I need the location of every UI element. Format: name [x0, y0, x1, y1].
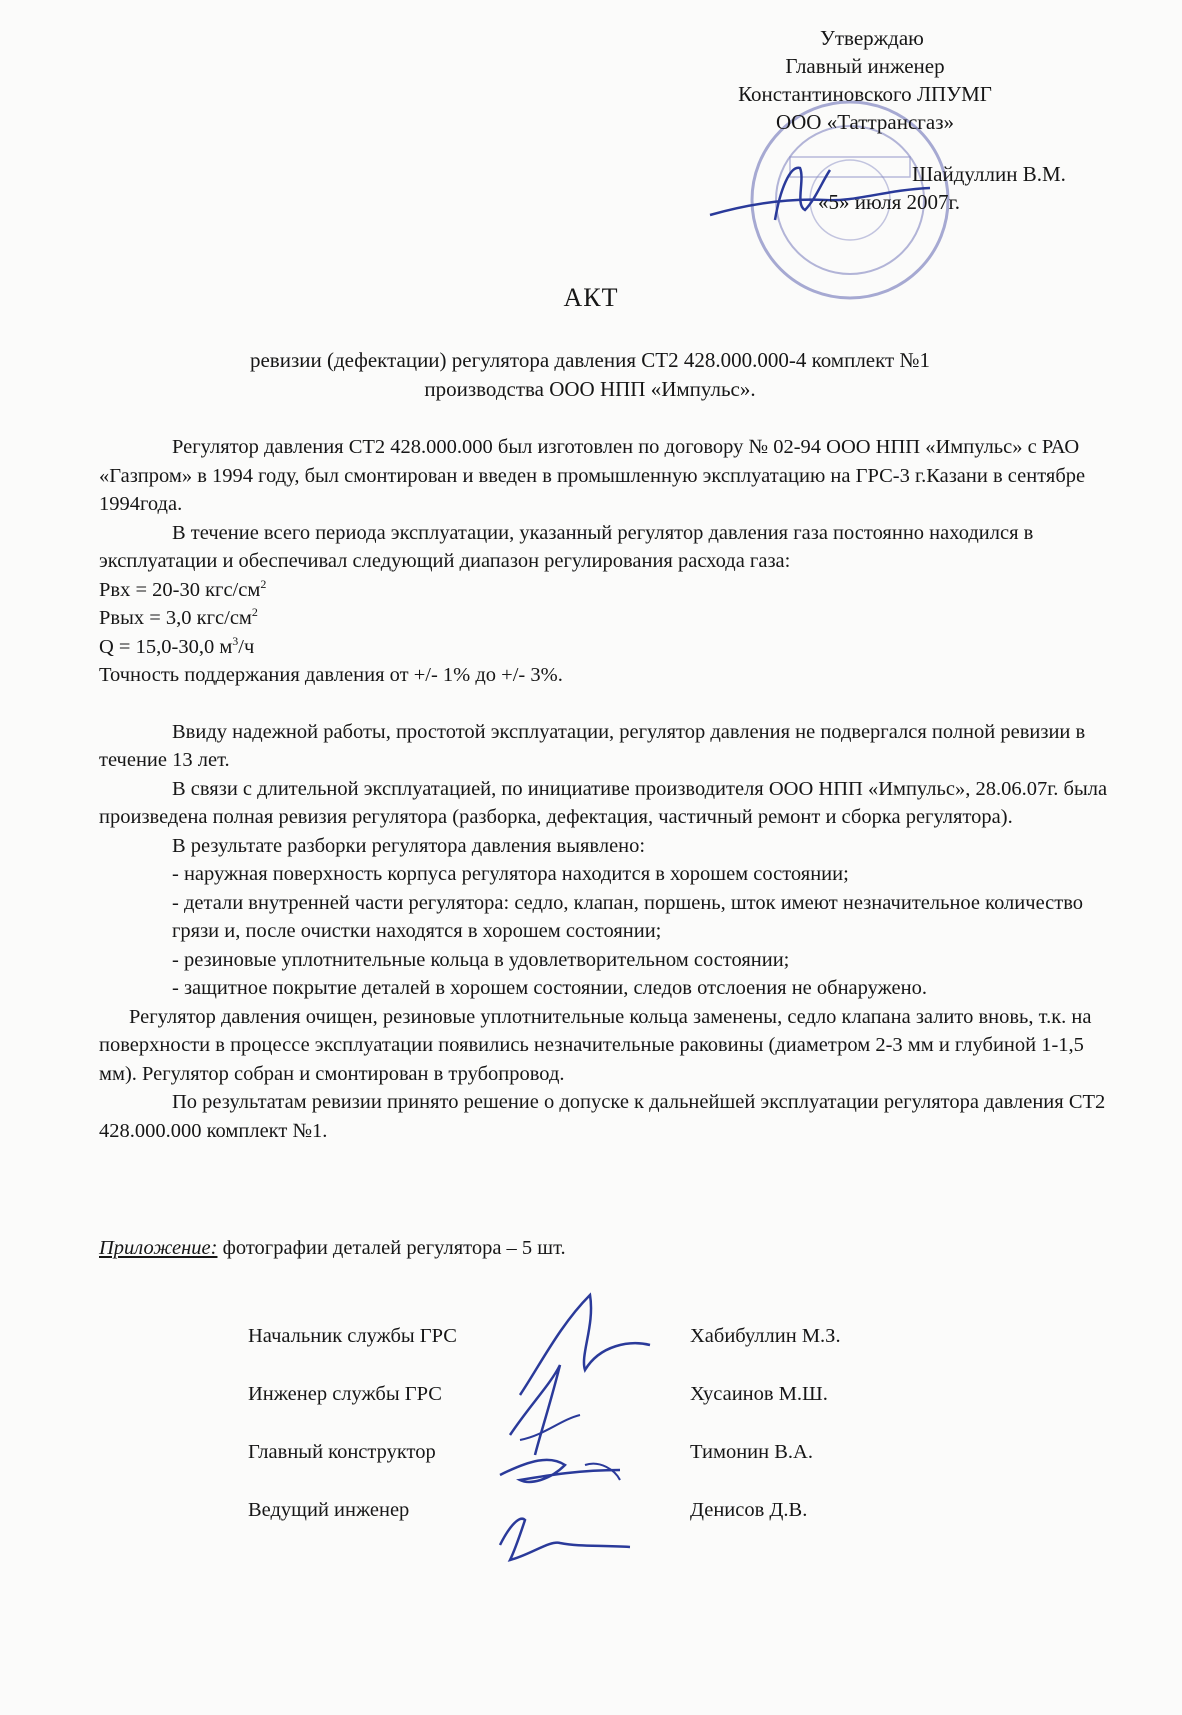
paragraph-4: В связи с длительной эксплуатацией, по инициативе производителя ООО НПП «Импульс», 28.06.07г. была произведена полная ревизия регулятора (разборка, дефектация, частичный ремонт и сборка регулятора). — [99, 777, 1108, 828]
paragraph-2: В течение всего периода эксплуатации, указанный регулятор давления газа постоянно находился в эксплуатации и обеспечивал следующий диапазон регулирования расхода газа: — [99, 521, 1034, 572]
flow-rate: Q = 15,0-30,0 $м^3/ч$ — [99, 633, 255, 658]
approval-line-3: Константиновского ЛПУМГ — [738, 82, 992, 106]
signer-name: Хусаинов М.Ш. — [690, 1383, 828, 1405]
finding-item: - защитное покрытие деталей в хорошем состоянии, следов отслоения не обнаружено. — [172, 977, 927, 999]
finding-item: - детали внутренней части регулятора: седло, клапан, поршень, шток имеют незначительное количество грязи и, после очистки находятся в хорошем состоянии; — [172, 891, 1084, 942]
signature-row — [248, 1441, 948, 1499]
document-title: АКТ — [563, 283, 619, 312]
document-body — [99, 433, 1109, 1145]
subtitle-line-1: ревизии (дефектации) регулятора давления СТ2 428.000.000-4 комплект №1 — [249, 348, 931, 372]
signer-name: Денисов Д.В. — [690, 1499, 808, 1521]
document-subtitle — [150, 346, 1030, 404]
finding-item: - резиновые уплотнительные кольца в удовлетворительном состоянии; — [172, 948, 790, 971]
signer-position: Начальник службы ГРС — [248, 1325, 457, 1347]
signer-position: Инженер службы ГРС — [248, 1383, 442, 1405]
signature-row — [248, 1499, 948, 1557]
approval-date: «5» июля 2007г. — [818, 190, 961, 214]
appendix-text: фотографии деталей регулятора – 5 шт. — [217, 1237, 566, 1259]
appendix — [99, 1237, 566, 1260]
approval-line-1: Утверждаю — [820, 26, 924, 50]
paragraph-5: В результате разборки регулятора давления выявлено: — [172, 834, 646, 857]
signature-row — [248, 1325, 948, 1383]
signature-row — [248, 1383, 948, 1441]
pressure-accuracy: Точность поддержания давления от +/- 1% до +/- 3%. — [99, 664, 563, 686]
inlet-pressure: Рвх = 20-30 кгс/$см^2$ — [99, 576, 267, 601]
outlet-pressure: Рвых = 3,0 кгс/$см^2$ — [99, 605, 258, 629]
paragraph-6: Регулятор давления очищен, резиновые уплотнительные кольца заменены, седло клапана залито вновь, т.к. на поверхности в процессе эксплуатации появились незначительные раковины (диаметром 2-3 мм и глубиной 1-1,5 мм). Регулятор собран и смонтирован в трубопровод. — [99, 1005, 1092, 1085]
approval-line-4: ООО «Таттрансгаз» — [775, 110, 955, 134]
signer-name: Тимонин В.А. — [690, 1441, 813, 1463]
appendix-label: Приложение: — [99, 1237, 218, 1259]
paragraph-1: Регулятор давления СТ2 428.000.000 был изготовлен по договору № 02-94 ООО НПП «Импульс» с РАО «Газпром» в 1994 году, был смонтирован и введен в промышленную эксплуатацию на ГРС-3 г.Казани в сентябре 1994года. — [99, 436, 1086, 515]
finding-item: - наружная поверхность корпуса регулятора находится в хорошем состоянии; — [172, 863, 849, 885]
signer-name: Хабибуллин М.З. — [690, 1325, 841, 1347]
approval-signer: Шайдуллин В.М. — [912, 162, 1066, 186]
approval-line-2: Главный инженер — [785, 54, 945, 78]
signer-position: Главный конструктор — [248, 1441, 436, 1463]
paragraph-3: Ввиду надежной работы, простотой эксплуатации, регулятор давления не подвергался полной ревизии в течение 13 лет. — [99, 720, 1086, 771]
signatures-block — [248, 1325, 948, 1557]
subtitle-line-2: производства ООО НПП «Импульс». — [424, 377, 756, 401]
approval-block — [700, 24, 1120, 216]
signer-position: Ведущий инженер — [248, 1499, 410, 1521]
paragraph-7: По результатам ревизии принято решение о допуске к дальнейшей эксплуатации регулятора давления СТ2 428.000.000 комплект №1. — [99, 1091, 1106, 1142]
